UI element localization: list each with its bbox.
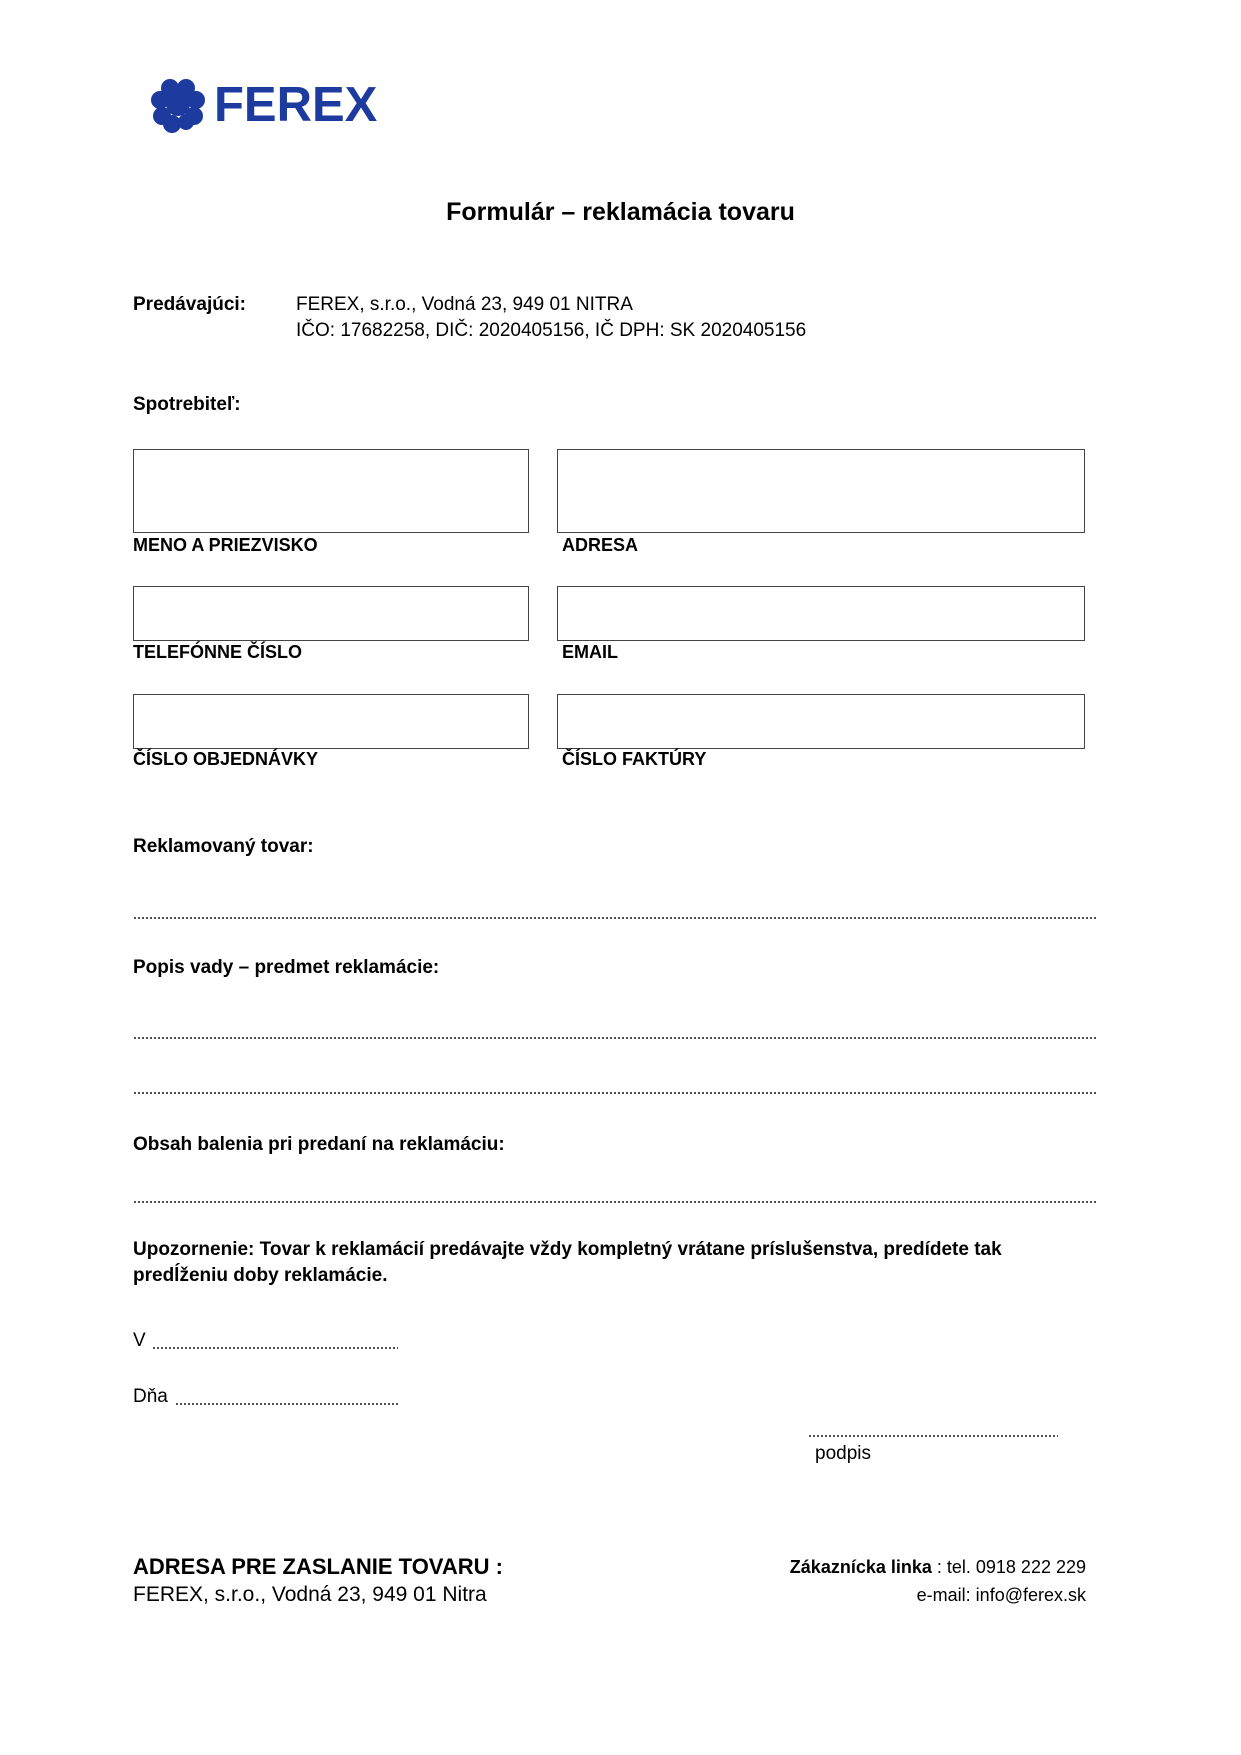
clover-icon <box>148 76 208 134</box>
invoice-number-label: ČÍSLO FAKTÚRY <box>562 749 707 769</box>
defect-dotted-line-2[interactable] <box>133 1091 1098 1095</box>
package-dotted-line[interactable] <box>133 1200 1098 1204</box>
support-phone: : tel. 0918 222 229 <box>931 1557 1086 1577</box>
support-label: Zákaznícka linka <box>789 1557 932 1577</box>
date-label: Dňa <box>133 1386 168 1407</box>
page-title: Formulár – reklamácia tovaru <box>446 198 795 226</box>
ferex-logo <box>148 76 377 134</box>
defect-heading: Popis vady – predmet reklamácie: <box>133 957 440 978</box>
support-line <box>790 1557 1086 1578</box>
invoice-number-field[interactable] <box>557 694 1085 749</box>
email-field-label: EMAIL <box>562 642 618 662</box>
phone-field[interactable] <box>133 586 529 641</box>
ship-address: FEREX, s.r.o., Vodná 23, 949 01 Nitra <box>133 1583 487 1606</box>
signature-dotted-line[interactable] <box>808 1434 1058 1438</box>
logo-text: FEREX <box>214 77 378 132</box>
warning-line2: predĺženiu doby reklamácie. <box>133 1265 388 1286</box>
goods-heading: Reklamovaný tovar: <box>133 836 314 857</box>
name-field[interactable] <box>133 449 529 533</box>
signature-label: podpis <box>815 1443 871 1464</box>
ship-heading: ADRESA PRE ZASLANIE TOVARU : <box>133 1554 503 1579</box>
warning-line1: Upozornenie: Tovar k reklamácií predávajte vždy kompletný vrátane príslušenstva, predídete tak <box>133 1239 1002 1260</box>
place-dotted-line[interactable] <box>152 1346 398 1350</box>
package-heading: Obsah balenia pri predaní na reklamáciu: <box>133 1134 505 1155</box>
support-email[interactable]: e-mail: info@ferex.sk <box>916 1585 1086 1605</box>
email-field[interactable] <box>557 586 1085 641</box>
seller-line2: IČO: 17682258, DIČ: 2020405156, IČ DPH: SK 2020405156 <box>296 320 807 341</box>
order-number-label: ČÍSLO OBJEDNÁVKY <box>133 749 319 769</box>
address-field-label: ADRESA <box>562 535 639 555</box>
seller-line1: FEREX, s.r.o., Vodná 23, 949 01 NITRA <box>296 294 633 315</box>
defect-dotted-line-1[interactable] <box>133 1036 1098 1040</box>
phone-field-label: TELEFÓNNE ČÍSLO <box>133 642 303 662</box>
consumer-label: Spotrebiteľ: <box>133 394 241 415</box>
date-dotted-line[interactable] <box>175 1402 398 1406</box>
order-number-field[interactable] <box>133 694 529 749</box>
goods-dotted-line[interactable] <box>133 916 1098 920</box>
address-field[interactable] <box>557 449 1085 533</box>
name-field-label: MENO A PRIEZVISKO <box>133 535 318 555</box>
seller-label: Predávajúci: <box>133 294 246 315</box>
place-label: V <box>133 1330 146 1351</box>
